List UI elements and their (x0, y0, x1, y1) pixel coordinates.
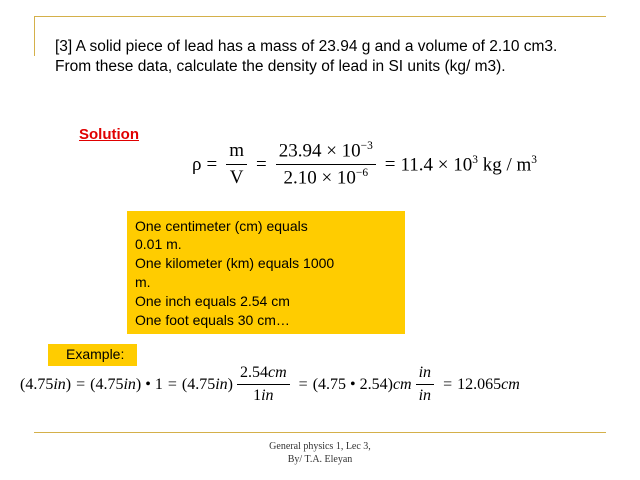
frame-bottom-line (34, 432, 606, 433)
density-equation (192, 140, 537, 190)
mass-over-volume-fraction (226, 140, 247, 189)
volume-symbol: V (229, 167, 244, 189)
example-label: Example: (66, 346, 125, 362)
note-line: m. (135, 274, 151, 290)
footer-line-1: General physics 1, Lec 3, (269, 441, 371, 452)
note-line: One inch equals 2.54 cm (135, 293, 290, 309)
unit-cancel-fraction (416, 364, 434, 405)
note-line: One foot equals 30 cm… (135, 312, 290, 328)
note-line: 0.01 m. (135, 236, 182, 252)
equals-sign: = (443, 375, 453, 393)
equals-sign: = (76, 375, 86, 393)
term-4: (4.75 • 2.54)cm (312, 375, 412, 393)
conversion-denominator: 1in (253, 387, 274, 404)
volume-value: $2.10 \times 10^{-6}$ (283, 167, 369, 189)
note-line: One centimeter (cm) equals (135, 218, 308, 234)
equals-sign: = (298, 375, 308, 393)
example-label-box (48, 344, 137, 366)
equals-sign: = (167, 375, 177, 393)
numeric-fraction (276, 140, 376, 190)
conversion-factor-fraction (237, 364, 290, 405)
equals-sign: = (255, 153, 267, 175)
frame-left-line (34, 16, 35, 56)
unit-numerator: in (416, 364, 434, 385)
note-line: One kilometer (km) equals 1000 (135, 255, 335, 271)
mass-symbol: m (226, 140, 247, 165)
conversion-result: 12.065cm (457, 375, 520, 393)
unit-conversion-note (127, 211, 405, 334)
solution-label: Solution (79, 126, 139, 143)
density-result: $11.4 \times 10^3$ kg / $m^3$ (400, 153, 537, 175)
unit-denominator: in (418, 387, 432, 404)
footer (0, 440, 640, 466)
equals-sign: = (206, 153, 218, 175)
term-1: (4.75in) (20, 375, 72, 393)
problem-line-1: [3] A solid piece of lead has a mass of 23.94 g and a volume of 2.10 cm3. (55, 38, 558, 55)
frame-top-line (34, 16, 606, 17)
footer-line-2: By/ T.A. Eleyan (287, 454, 353, 465)
problem-statement (55, 37, 615, 77)
inch-conversion-equation (20, 364, 520, 405)
mass-value: $23.94 \times 10^{-3}$ (276, 140, 376, 165)
equals-sign: = (384, 153, 396, 175)
term-3: (4.75in) (181, 375, 233, 393)
conversion-numerator: 2.54cm (237, 364, 290, 385)
problem-line-2: From these data, calculate the density of lead in SI units (kg/ m3). (55, 58, 506, 75)
rho-symbol: ρ (192, 153, 202, 175)
term-2: (4.75in) • 1 (90, 375, 163, 393)
